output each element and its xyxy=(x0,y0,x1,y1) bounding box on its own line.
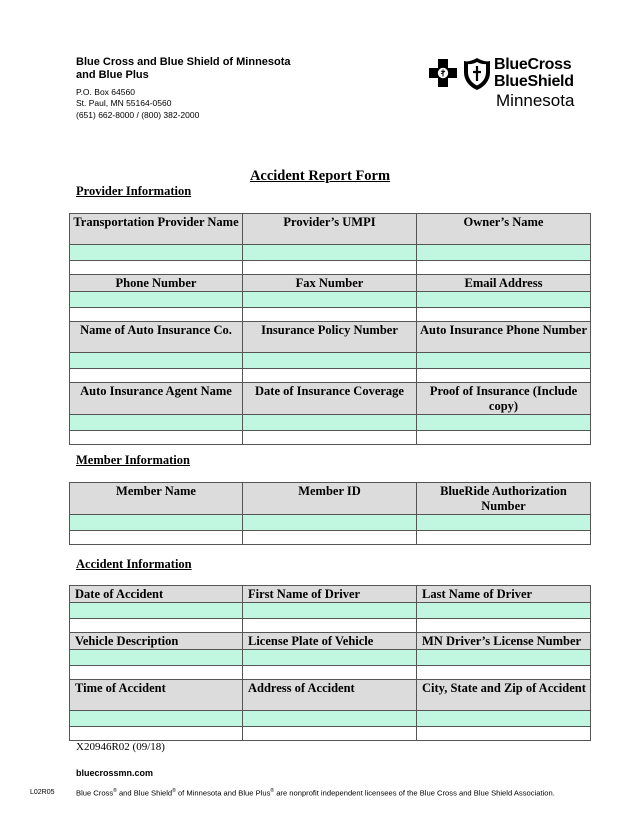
column-label: Insurance Policy Number xyxy=(243,322,417,353)
input-row xyxy=(70,245,591,261)
email-address-field[interactable] xyxy=(417,292,591,308)
phone-numbers: (651) 662-8000 / (800) 382-2000 xyxy=(76,110,200,120)
registered-mark: ® xyxy=(270,788,275,794)
column-label: Address of Accident xyxy=(243,680,417,711)
provider-umpi-field[interactable] xyxy=(243,245,417,261)
website-link[interactable]: bluecrossmn.com xyxy=(76,768,154,778)
accident-section-title: Accident Information xyxy=(76,557,192,571)
member-id-field[interactable] xyxy=(243,515,417,531)
transportation-provider-name-field[interactable] xyxy=(70,245,243,261)
column-label: Proof of Insurance (Include copy) xyxy=(417,383,591,415)
column-label: Date of Accident xyxy=(70,586,243,603)
disclaimer-part: of Minnesota and Blue Plus xyxy=(175,788,271,798)
bcbs-logo xyxy=(428,54,598,116)
time-of-accident-field[interactable] xyxy=(70,711,243,727)
auto-insurance-phone-field[interactable] xyxy=(417,353,591,369)
column-label: Provider’s UMPI xyxy=(243,214,417,245)
member-name-field[interactable] xyxy=(70,515,243,531)
table-header-row xyxy=(70,275,591,292)
table-header-row xyxy=(70,214,591,245)
logo-state: Minnesota xyxy=(496,91,575,110)
license-plate-field[interactable] xyxy=(243,650,417,666)
input-row-spacer xyxy=(70,727,591,741)
insurance-coverage-date-field[interactable] xyxy=(243,415,417,431)
column-label: Auto Insurance Agent Name xyxy=(70,383,243,415)
blue-shield-icon xyxy=(463,57,491,91)
input-row-spacer xyxy=(70,619,591,633)
column-label: BlueRide Authorization Number xyxy=(417,483,591,515)
form-code: X20946R02 (09/18) xyxy=(76,741,165,753)
registered-mark: ® xyxy=(172,788,176,794)
member-table xyxy=(69,482,591,545)
column-label: City, State and Zip of Accident xyxy=(417,680,591,711)
fax-number-field[interactable] xyxy=(243,292,417,308)
proof-of-insurance-field[interactable] xyxy=(417,415,591,431)
table-header-row xyxy=(70,586,591,603)
table-header-row xyxy=(70,383,591,415)
vehicle-description-field[interactable] xyxy=(70,650,243,666)
table-header-row xyxy=(70,322,591,353)
column-label: Last Name of Driver xyxy=(417,586,591,603)
auto-insurance-agent-field[interactable] xyxy=(70,415,243,431)
column-label: Date of Insurance Coverage xyxy=(243,383,417,415)
city-address: St. Paul, MN 55164-0560 xyxy=(76,98,172,108)
member-section-title: Member Information xyxy=(76,453,190,467)
column-label: Email Address xyxy=(417,275,591,292)
table-header-row xyxy=(70,680,591,711)
input-row xyxy=(70,515,591,531)
input-row-spacer xyxy=(70,431,591,445)
insurance-policy-number-field[interactable] xyxy=(243,353,417,369)
auto-insurance-company-field[interactable] xyxy=(70,353,243,369)
driver-first-name-field[interactable] xyxy=(243,603,417,619)
form-title: Accident Report Form xyxy=(249,168,391,184)
org-name-line1: Blue Cross and Blue Shield of Minnesota xyxy=(76,56,291,68)
column-label: First Name of Driver xyxy=(243,586,417,603)
registered-mark: ® xyxy=(113,788,117,794)
input-row-spacer xyxy=(70,531,591,545)
provider-table xyxy=(69,213,591,445)
input-row-spacer xyxy=(70,261,591,275)
column-label: Name of Auto Insurance Co. xyxy=(70,322,243,353)
input-row-spacer xyxy=(70,666,591,680)
owner-name-field[interactable] xyxy=(417,245,591,261)
column-label: Owner’s Name xyxy=(417,214,591,245)
document-code: L02R05 xyxy=(30,789,55,796)
accident-table xyxy=(69,585,591,741)
logo-line-bluecross: BlueCross xyxy=(494,56,572,73)
logo-wordmark xyxy=(494,56,574,90)
disclaimer xyxy=(76,788,616,798)
column-label: Member Name xyxy=(70,483,243,515)
input-row xyxy=(70,603,591,619)
input-row xyxy=(70,415,591,431)
column-label: License Plate of Vehicle xyxy=(243,633,417,650)
input-row xyxy=(70,650,591,666)
column-label: MN Driver’s License Number xyxy=(417,633,591,650)
provider-section-title: Provider Information xyxy=(76,184,192,198)
date-of-accident-field[interactable] xyxy=(70,603,243,619)
column-label: Transportation Provider Name xyxy=(70,214,243,245)
column-label: Fax Number xyxy=(243,275,417,292)
column-label: Vehicle Description xyxy=(70,633,243,650)
disclaimer-part: are nonprofit independent licensees of the Blue Cross and Blue Shield Association. xyxy=(274,788,555,798)
disclaimer-part: Blue Cross xyxy=(76,788,114,798)
address-of-accident-field[interactable] xyxy=(243,711,417,727)
column-label: Member ID xyxy=(243,483,417,515)
column-label: Phone Number xyxy=(70,275,243,292)
blueride-authorization-field[interactable] xyxy=(417,515,591,531)
po-box: P.O. Box 64560 xyxy=(76,87,135,97)
org-name-line2: and Blue Plus xyxy=(76,69,149,81)
input-row-spacer xyxy=(70,308,591,322)
phone-number-field[interactable] xyxy=(70,292,243,308)
column-label: Auto Insurance Phone Number xyxy=(417,322,591,353)
blue-cross-icon xyxy=(428,58,458,92)
column-label: Time of Accident xyxy=(70,680,243,711)
city-state-zip-field[interactable] xyxy=(417,711,591,727)
input-row xyxy=(70,292,591,308)
input-row xyxy=(70,353,591,369)
input-row xyxy=(70,711,591,727)
table-header-row xyxy=(70,633,591,650)
disclaimer-part: and Blue Shield xyxy=(116,788,173,798)
organization-name xyxy=(76,56,336,82)
input-row-spacer xyxy=(70,369,591,383)
driver-last-name-field[interactable] xyxy=(417,603,591,619)
logo-line-blueshield: BlueShield xyxy=(494,73,574,90)
table-header-row xyxy=(70,483,591,515)
drivers-license-number-field[interactable] xyxy=(417,650,591,666)
